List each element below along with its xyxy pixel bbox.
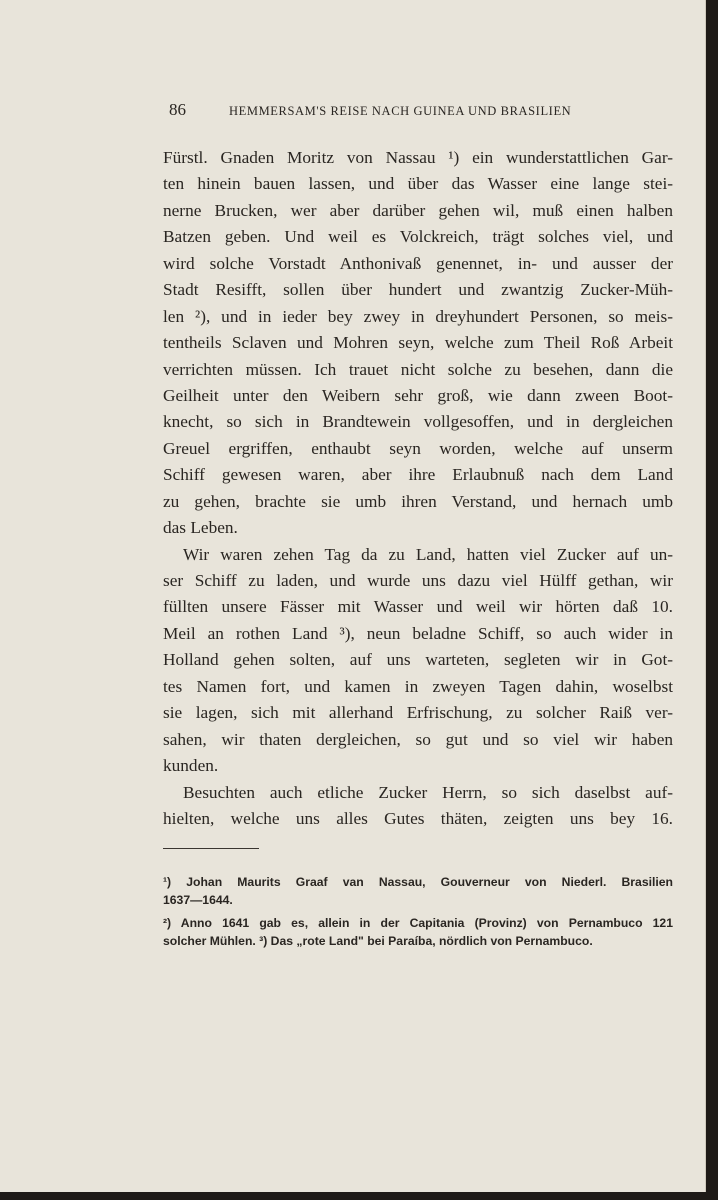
text-line: das Leben. <box>163 518 238 538</box>
page-header <box>169 100 629 124</box>
footnote-1-line-1: ¹) Johan Maurits Graaf van Nassau, Gouverneur von Niederl. Brasilien <box>163 875 673 889</box>
text-line: kunden. <box>163 756 219 776</box>
text-line: Schiff gewesen waren, aber ihre Erlaubnuß nach dem Land <box>163 465 673 485</box>
footnote-2-line-1: ²) Anno 1641 gab es, allein in der Capitania (Provinz) von Pernambuco 121 <box>163 916 673 930</box>
body-text <box>163 145 673 832</box>
text-line: nerne Brucken, wer aber darüber gehen wil, muß einen halben <box>163 200 673 220</box>
text-line: füllten unsere Fässer mit Wasser und weil wir hörten daß 10. <box>163 597 673 617</box>
text-line: knecht, so sich in Brandtewein vollgesoffen, und in dergleichen <box>163 412 673 432</box>
text-line: Geilheit unter den Weibern sehr groß, wie dann zween Boot- <box>163 385 673 405</box>
text-line: len ²), und in ieder bey zwey in dreyhundert Personen, so meis- <box>163 306 673 326</box>
text-line: Wir waren zehen Tag da zu Land, hatten viel Zucker auf un- <box>183 544 673 564</box>
text-line: verrichten müssen. Ich trauet nicht solche zu besehen, dann die <box>163 359 673 379</box>
footnote-divider <box>163 848 259 849</box>
text-line: Meil an rothen Land ³), neun beladne Schiff, so auch wider in <box>163 623 673 643</box>
text-line: wird solche Vorstadt Anthonivaß genennet, in- und ausser der <box>163 253 673 273</box>
footnotes <box>163 874 673 950</box>
text-line: Besuchten auch etliche Zucker Herrn, so sich daselbst auf- <box>183 782 673 802</box>
footnote-1-line-2: 1637—1644. <box>163 892 233 907</box>
running-title: HEMMERSAM'S REISE NACH GUINEA UND BRASILIEN <box>229 104 572 118</box>
scan-edge-bottom <box>0 1192 718 1200</box>
text-line: tentheils Sclaven und Mohren seyn, welche zum Theil Roß Arbeit <box>163 333 673 353</box>
text-line: Stadt Resifft, sollen über hundert und zwantzig Zucker-Müh- <box>163 280 673 300</box>
text-line: Greuel ergriffen, enthaubt seyn worden, welche auf unserm <box>163 438 673 458</box>
text-line: ten hinein bauen lassen, und über das Wasser eine lange stei- <box>163 174 673 194</box>
text-line: ser Schiff zu laden, und wurde uns dazu viel Hülff gethan, wir <box>163 571 673 590</box>
page-number: 86 <box>169 100 186 119</box>
text-line: tes Namen fort, und kamen in zweyen Tagen dahin, woselbst <box>163 676 673 696</box>
scan-edge-right <box>706 0 718 1200</box>
text-line: Fürstl. Gnaden Moritz von Nassau ¹) ein wunderstattlichen Gar- <box>163 148 673 167</box>
text-line: Holland gehen solten, auf uns warteten, segleten wir in Got- <box>163 650 673 670</box>
text-line: zu gehen, brachte sie umb ihren Verstand, und hernach umb <box>163 491 673 511</box>
text-line: hielten, welche uns alles Gutes thäten, zeigten uns bey 16. <box>163 808 673 828</box>
text-line: sahen, wir thaten dergleichen, so gut und so viel wir haben <box>163 729 673 749</box>
footnote-2-line-2: solcher Mühlen. ³) Das „rote Land" bei Paraíba, nördlich von Pernambuco. <box>163 933 593 948</box>
text-line: sie lagen, sich mit allerhand Erfrischung, zu solcher Raiß ver- <box>163 703 673 723</box>
text-line: Batzen geben. Und weil es Volckreich, trägt solches viel, und <box>163 227 673 247</box>
